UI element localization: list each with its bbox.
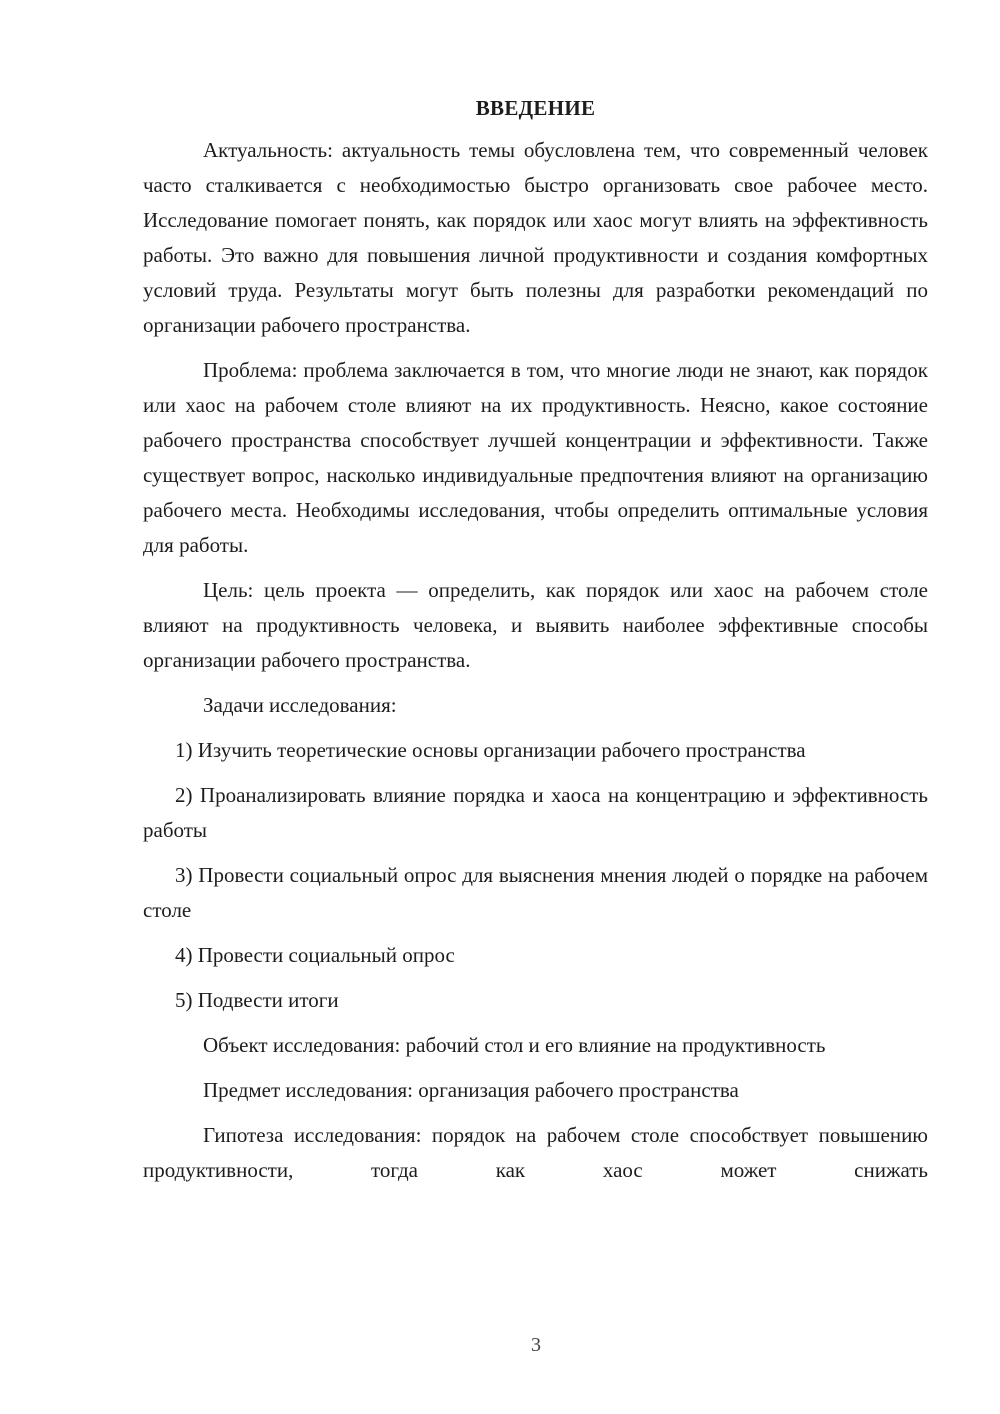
task-item-5: 5) Подвести итоги [175, 988, 339, 1012]
tasks-title: Задачи исследования: [203, 693, 397, 717]
subject-paragraph: Предмет исследования: организация рабочего пространства [203, 1078, 739, 1102]
task-item-4: 4) Провести социальный опрос [175, 943, 455, 967]
task-item-2: 2) Проанализировать влияние порядка и хаоса на концентрацию и эффективность работы [143, 783, 928, 842]
problem-paragraph: Проблема: проблема заключается в том, что многие люди не знают, как порядок или хаос на рабочем столе влияют на их продуктивность. Неясно, какое состояние рабочего пространства способствует лучшей концентрации и эффективности. Также существует вопрос, насколько индивидуальные предпочтения влияют на организацию рабочего места. Необходимы исследования, чтобы определить оптимальные условия для работы. [143, 358, 928, 557]
task-item-3: 3) Провести социальный опрос для выяснения мнения людей о порядке на рабочем столе [143, 863, 928, 922]
page-content [143, 91, 928, 1198]
page-number: 3 [531, 1334, 541, 1356]
goal-paragraph: Цель: цель проекта — определить, как порядок или хаос на рабочем столе влияют на продуктивность человека, и выявить наиболее эффективные способы организации рабочего пространства. [143, 578, 928, 672]
section-heading: ВВЕДЕНИЕ [475, 96, 596, 120]
relevance-paragraph: Актуальность: актуальность темы обусловлена тем, что современный человек часто сталкивается с необходимостью быстро организовать свое рабочее место. Исследование помогает понять, как порядок или хаос могут влиять на эффективность работы. Это важно для повышения личной продуктивности и создания комфортных условий труда. Результаты могут быть полезны для разработки рекомендаций по организации рабочего пространства. [143, 138, 928, 337]
object-paragraph: Объект исследования: рабочий стол и его влияние на продуктивность [203, 1033, 826, 1057]
hypothesis-paragraph: Гипотеза исследования: порядок на рабочем столе способствует повышению продуктивности, тогда как хаос может снижать [143, 1123, 928, 1182]
task-item-1: 1) Изучить теоретические основы организации рабочего пространства [175, 738, 806, 762]
